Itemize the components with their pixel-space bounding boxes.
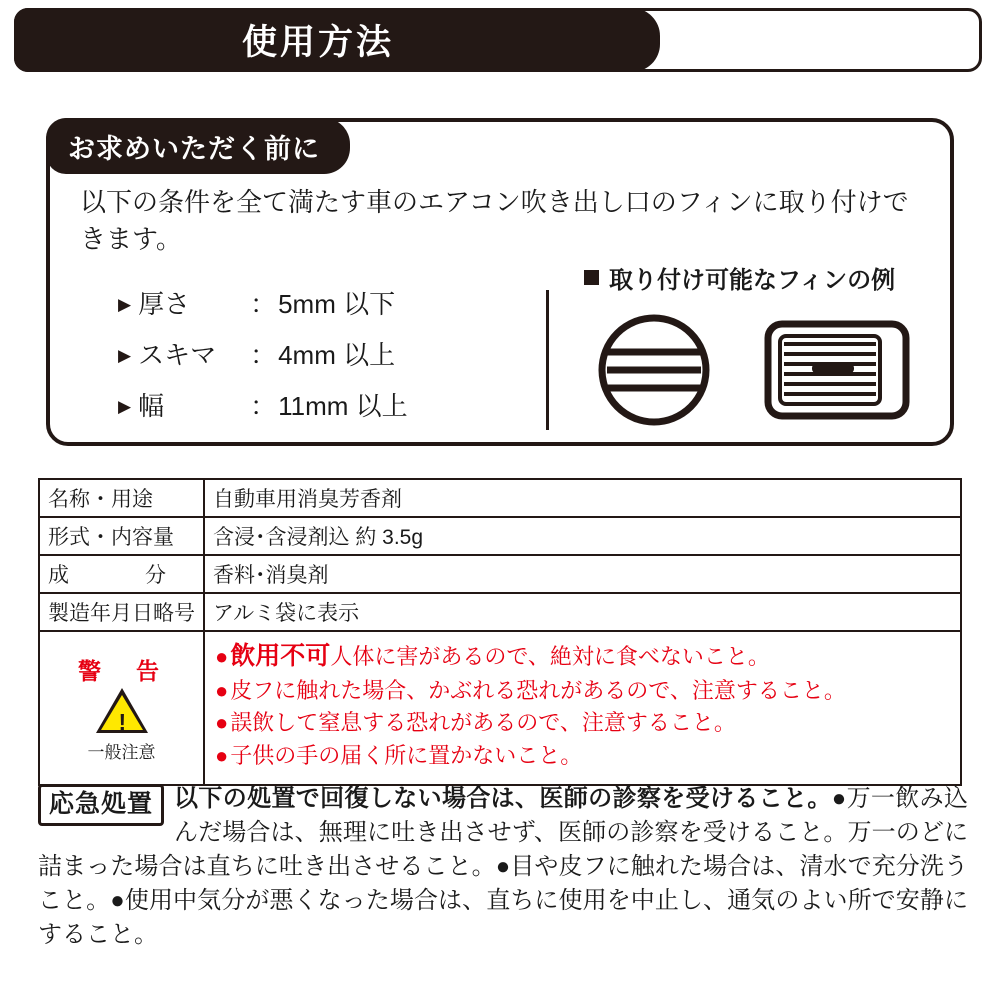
bullet-icon: ●: [215, 742, 229, 768]
caution-triangle-inner: [101, 695, 143, 736]
warning-text: 子供の手の届く所に置かないこと。: [230, 742, 583, 768]
warning-label-cell: [39, 631, 204, 785]
fin-example-block: [584, 260, 964, 295]
first-aid-section: [38, 782, 968, 952]
first-aid-body-text: ●万一飲み込んだ場合は、無理に吐き出させず、医師の診察を受けること。万一のどに詰まった場合は直ちに吐き出させること。●目や皮フに触れた場合は、清水で充分洗うこと。●使用中気分が悪くなった場合は、直ちに使用を中止し、通気のよい所で安静にすること。: [38, 785, 969, 949]
arrow-icon: ▶: [118, 397, 132, 416]
before-purchase-label-text: お求めいただく前に: [68, 133, 320, 164]
spec-value: 自動車用消臭芳香剤: [204, 479, 961, 517]
warning-title: 警 告: [78, 658, 165, 685]
bullet-icon: ●: [215, 710, 229, 736]
condition-list: [118, 284, 508, 437]
spec-key-spread: [48, 559, 166, 589]
condition-name: 幅: [138, 391, 165, 421]
condition-value: 11mm 以上: [278, 391, 408, 421]
square-bullet-icon: [584, 270, 599, 285]
warning-line: [215, 709, 952, 738]
condition-separator: ：: [250, 391, 277, 421]
spec-key: 名称・用途: [39, 479, 204, 517]
spec-key-left: 成: [48, 564, 69, 587]
vertical-divider: [546, 290, 549, 430]
warning-text: 人体に害があるので、絶対に食べないこと。: [330, 644, 770, 669]
condition-name: スキマ: [138, 340, 217, 370]
condition-separator: ：: [250, 289, 277, 319]
condition-item: [118, 284, 508, 321]
table-row: [39, 555, 961, 593]
spec-value: 香料･消臭剤: [204, 555, 961, 593]
page-title: 使用方法: [242, 23, 395, 62]
fin-example-figures: [594, 310, 912, 430]
before-purchase-lead: 以下の条件を全て満たす車のエアコン吹き出し口のフィンに取り付けできます。: [80, 187, 909, 254]
table-row: [39, 479, 961, 517]
condition-name: 厚さ: [138, 289, 191, 319]
warning-row: [39, 631, 961, 785]
header: [14, 8, 986, 76]
warning-subtitle: 一般注意: [87, 743, 156, 763]
before-purchase-label: [46, 118, 350, 174]
condition-item: [118, 386, 508, 423]
warning-line: [215, 742, 952, 771]
fin-example-title: [584, 260, 964, 295]
spec-key: 製造年月日略号: [39, 593, 204, 631]
condition-value: 4mm 以上: [278, 340, 396, 370]
round-vent-icon: [594, 310, 714, 430]
header-tab: [14, 8, 660, 72]
spec-key-right: 分: [145, 564, 166, 587]
table-row: [39, 593, 961, 631]
exclamation-mark-icon: !: [118, 709, 127, 736]
before-purchase-section: [46, 118, 954, 446]
condition-item: [118, 335, 508, 372]
bullet-icon: ●: [215, 677, 229, 703]
table-row: [39, 517, 961, 555]
fin-example-title-text: 取り付け可能なフィンの例: [609, 267, 896, 294]
warning-text-cell: [204, 631, 961, 785]
spec-key: [39, 555, 204, 593]
condition-value: 5mm 以下: [278, 289, 396, 319]
warning-line: [215, 677, 952, 706]
rect-vent-icon: [762, 310, 912, 430]
spec-table: [38, 478, 962, 786]
first-aid-badge: 応急処置: [38, 784, 164, 826]
warning-emphasis: 飲用不可: [230, 642, 331, 670]
bullet-icon: ●: [215, 644, 229, 669]
spec-value: 含浸･含浸剤込 約 3.5g: [204, 517, 961, 555]
warning-text: 皮フに触れた場合、かぶれる恐れがあるので、注意すること。: [230, 677, 846, 703]
first-aid-bold-text: 以下の処置で回復しない場合は、医師の診察を受けること。: [174, 785, 832, 812]
spec-value: アルミ袋に表示: [204, 593, 961, 631]
arrow-icon: ▶: [118, 346, 132, 365]
first-aid-text: [38, 782, 968, 952]
warning-line: [215, 640, 952, 673]
spec-key: 形式・内容量: [39, 517, 204, 555]
warning-text: 誤飲して窒息する恐れがあるので、注意すること。: [230, 710, 736, 736]
arrow-icon: ▶: [118, 295, 132, 314]
condition-separator: ：: [250, 340, 277, 370]
caution-triangle-icon: [96, 688, 148, 736]
before-purchase-body: [80, 184, 930, 258]
